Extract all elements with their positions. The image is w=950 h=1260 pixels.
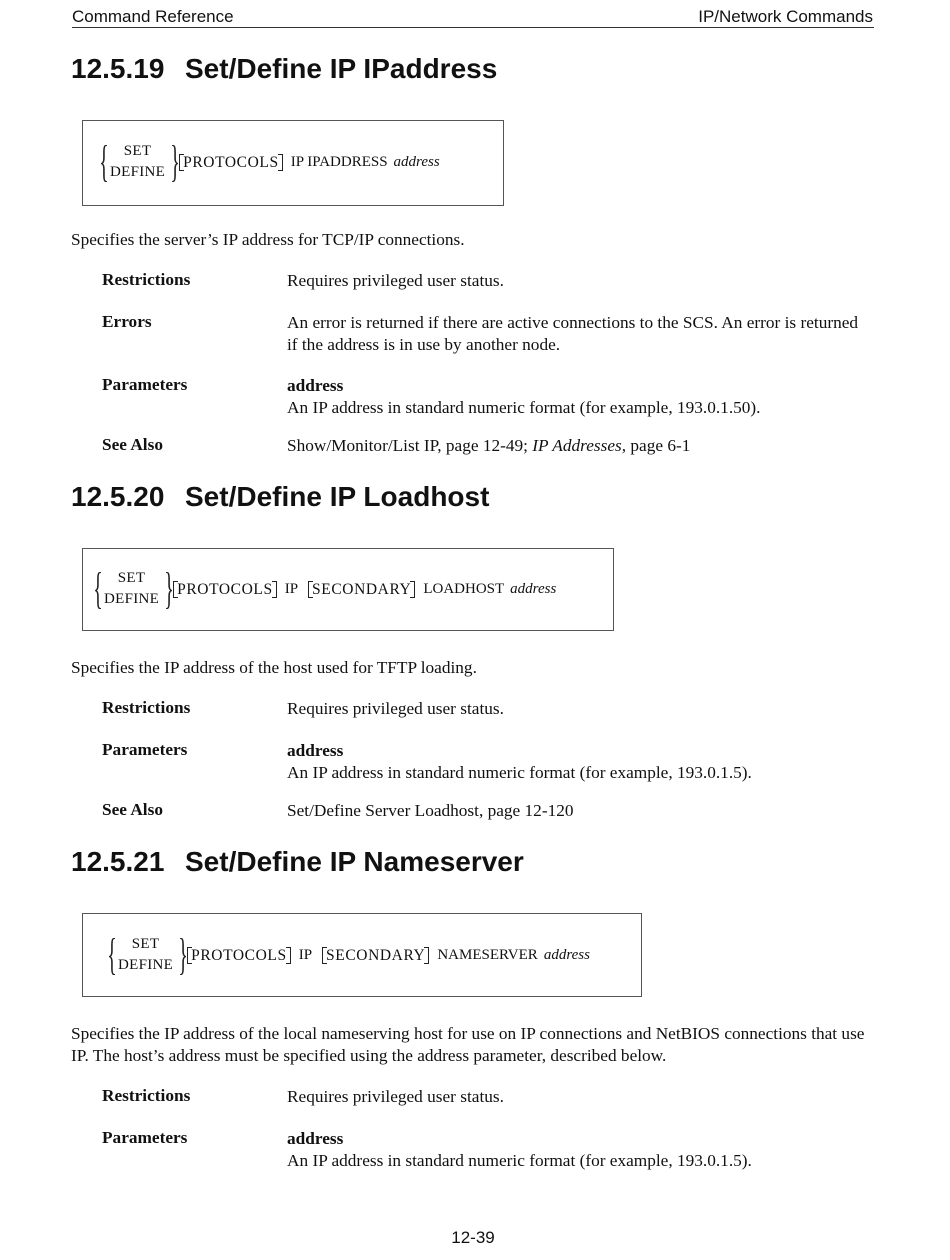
- optional-protocols: PROTOCOLS: [173, 581, 277, 598]
- see-also-ref-2-page: , page 6-1: [621, 436, 691, 455]
- restrictions-text: Requires privileged user status.: [287, 1087, 504, 1106]
- keyword-ip-ipaddress: IP IPADDRESS: [290, 153, 388, 170]
- label-parameters: Parameters: [102, 1128, 188, 1147]
- optional-protocols: PROTOCOLS: [187, 947, 291, 964]
- param-address: address: [543, 946, 590, 963]
- syntax-nameserver: [104, 930, 590, 980]
- syntax-loadhost: [90, 564, 556, 614]
- section-number: 12.5.20: [71, 481, 165, 512]
- page-number: 12-39: [451, 1228, 495, 1247]
- section-title-text: Set/Define IP Loadhost: [185, 481, 490, 512]
- right-brace: }: [164, 564, 174, 613]
- keyword-ip: IP: [298, 946, 313, 963]
- running-header-left: Command Reference: [72, 7, 234, 26]
- section-title-text: Set/Define IP IPaddress: [185, 53, 498, 84]
- label-see-also: See Also: [102, 800, 163, 819]
- verb-define: DEFINE: [118, 957, 174, 973]
- param-address: address: [393, 153, 440, 170]
- restrictions-text: Requires privileged user status.: [287, 699, 504, 718]
- keyword-ip: IP: [284, 580, 299, 597]
- optional-protocols: PROTOCOLS: [179, 154, 283, 171]
- label-restrictions: Restrictions: [102, 270, 191, 289]
- right-brace: }: [178, 930, 188, 979]
- param-description: An IP address in standard numeric format (for example, 193.0.1.50).: [287, 397, 761, 417]
- keyword-loadhost: LOADHOST: [423, 580, 505, 597]
- see-also-text: [287, 435, 862, 457]
- left-brace: {: [93, 564, 103, 613]
- optional-secondary: SECONDARY: [308, 581, 415, 598]
- left-brace: {: [107, 930, 117, 979]
- section-title-nameserver: [71, 846, 524, 878]
- left-brace: {: [99, 137, 109, 186]
- verb-define: DEFINE: [110, 164, 166, 180]
- label-parameters: Parameters: [102, 375, 188, 394]
- param-name: address: [287, 1129, 344, 1148]
- header-rule: [72, 27, 874, 28]
- section-title-text: Set/Define IP Nameserver: [185, 846, 524, 877]
- running-header-right: IP/Network Commands: [698, 7, 873, 26]
- verb-choice: [102, 568, 161, 610]
- see-also-ref-1: Show/Monitor/List IP, page 12-49;: [287, 436, 533, 455]
- verb-set: SET: [131, 936, 160, 952]
- keyword-nameserver: NAMESERVER: [437, 946, 538, 963]
- param-name: address: [287, 376, 344, 395]
- parameters-block: [287, 375, 862, 418]
- description-loadhost: Specifies the IP address of the host used for TFTP loading.: [71, 658, 477, 677]
- label-errors: Errors: [102, 312, 152, 331]
- label-parameters: Parameters: [102, 740, 188, 759]
- param-name: address: [287, 741, 344, 760]
- label-restrictions: Restrictions: [102, 1086, 191, 1105]
- syntax-ipaddress: [96, 137, 440, 187]
- right-brace: }: [170, 137, 180, 186]
- see-also-text: Set/Define Server Loadhost, page 12-120: [287, 801, 574, 820]
- see-also-ref-2: IP Addresses: [532, 436, 622, 455]
- optional-secondary: SECONDARY: [322, 947, 429, 964]
- param-address: address: [510, 580, 557, 597]
- verb-set: SET: [123, 143, 152, 159]
- verb-choice: [108, 141, 167, 183]
- param-description: An IP address in standard numeric format (for example, 193.0.1.5).: [287, 1150, 752, 1170]
- section-number: 12.5.21: [71, 846, 165, 877]
- errors-text: An error is returned if there are active connections to the SCS. An error is returned if the address is in use by another node.: [287, 313, 859, 354]
- section-title-loadhost: [71, 481, 489, 513]
- description-nameserver: Specifies the IP address of the local nameserving host for use on IP connections and NetBIOS connections that use IP. The host’s address must be specified using the address parameter, described below.: [71, 1024, 865, 1065]
- param-description: An IP address in standard numeric format (for example, 193.0.1.5).: [287, 762, 752, 782]
- verb-set: SET: [117, 570, 146, 586]
- label-see-also: See Also: [102, 435, 163, 454]
- section-title-ipaddress: [71, 53, 497, 85]
- parameters-block: [287, 1128, 862, 1171]
- label-restrictions: Restrictions: [102, 698, 191, 717]
- description-ipaddress: Specifies the server’s IP address for TCP/IP connections.: [71, 230, 465, 249]
- verb-choice: [116, 934, 175, 976]
- parameters-block: [287, 740, 862, 783]
- section-number: 12.5.19: [71, 53, 165, 84]
- verb-define: DEFINE: [104, 591, 160, 607]
- restrictions-text: Requires privileged user status.: [287, 271, 504, 290]
